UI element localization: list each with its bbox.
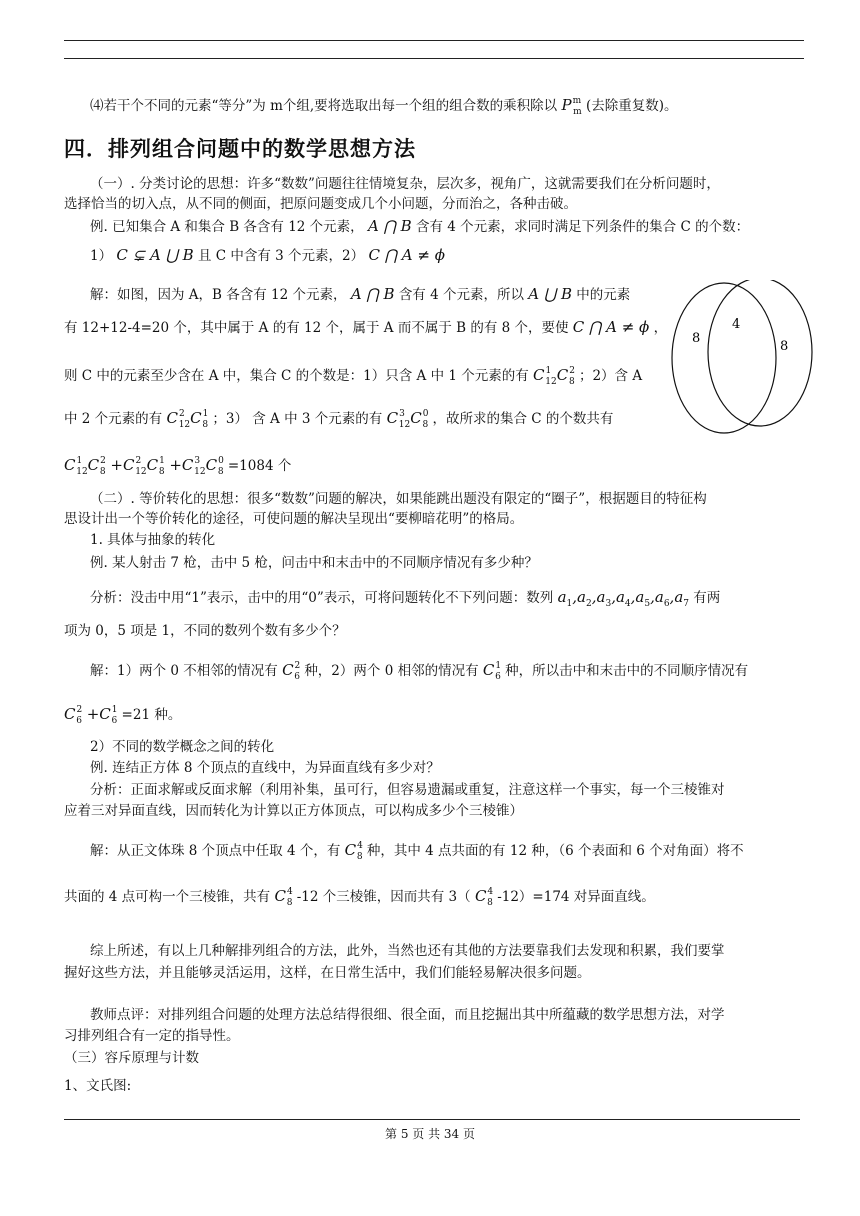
sol3-line2-text-a: 共面的 4 点可构一个三棱锥，共有 — [64, 889, 271, 905]
s1-line2: 选择恰当的切入点，从不同的侧面，把原问题变成几个小问题，分而治之，各种击破。 — [64, 196, 577, 212]
math-c12-1-c8-2: $C^1_{12}C^2_8$ — [533, 366, 575, 387]
sol1-line5-result: =1084 个 — [227, 458, 292, 474]
sol1-text-a: 解：如图，因为 A，B 各含有 12 个元素， — [90, 287, 347, 303]
example-2: 例. 某人射击 7 枪，击中 5 枪，问击中和末击中的不同顺序情况有多少种？ — [90, 555, 538, 571]
sol1-line3-text-end: ；2）含 A — [578, 368, 643, 384]
sol1-text-b: 含有 4 个元素，所以 — [398, 287, 524, 303]
math-c8-4: $C^4_8$ — [344, 841, 363, 862]
sol2-text-c: 种，所以击中和末击中的不同顺序情况有 — [505, 663, 749, 679]
solution-3 — [90, 837, 806, 866]
math-c8-4-b: $C^4_8$ — [274, 887, 293, 908]
sol1-line4-text-a: 中 2 个元素的有 — [64, 411, 163, 427]
item-4-text-end: (去除重复数)。 — [585, 98, 678, 114]
sol3-text-a: 解：从正文体珠 8 个顶点中任取 4 个，有 — [90, 843, 341, 859]
section-3-item1: 1、文氏图: — [64, 1078, 132, 1094]
analysis-3-line2: 应着三对异面直线，因而转化为计算以正方体顶点，可以构成多少个三棱锥） — [64, 803, 523, 819]
sol2-text-a: 解：1）两个 0 不相邻的情况有 — [90, 663, 278, 679]
solution-1-line2 — [64, 318, 668, 337]
comment-line2: 习排列组合有一定的指导性。 — [64, 1028, 240, 1044]
summary-line2: 握好这些方法，并且能够灵活运用，这样，在日常生活中，我们们能轻易解决很多问题。 — [64, 965, 591, 981]
sol1-line4-text-b: ；3） 含 A 中 3 个元素的有 — [212, 411, 383, 427]
venn-diagram — [668, 280, 818, 440]
analysis-3-line1: 分析：正面求解或反面求解（利用补集，虽可行，但容易遗漏或重复，注意这样一个事实，每一个三棱锥对 — [90, 782, 725, 798]
summary-line1: 综上所述，有以上几种解排列组合的方法，此外，当然也还有其他的方法要靠我们去发现和积累，我们要掌 — [90, 943, 725, 959]
analysis-2-text: 分析：没击中用“1”表示，击中的用“0”表示，可将问题转化不下列问题：数列 — [90, 590, 554, 606]
math-p-m-m: $P^m_m$ — [561, 96, 582, 117]
header-rule-top — [64, 40, 804, 41]
s2-line2: 思设计出一个等价转化的途径，可使问题的解决呈现出“要柳暗花明”的格局。 — [64, 511, 524, 527]
cond-text: 且 C 中含有 3 个元素，2） — [197, 248, 365, 264]
sol2-text-b: 种，2）两个 0 相邻的情况有 — [304, 663, 479, 679]
example-1 — [90, 217, 806, 236]
sol3-line2-text-c: -12）=174 对异面直线。 — [497, 889, 655, 905]
sol1-line2-text: 有 12+12-4=20 个，其中属于 A 的有 12 个，属于 A 而不属于 B 的有 8 个，要使 — [64, 320, 569, 336]
venn-circle-a — [672, 283, 776, 433]
venn-label-right: 8 — [780, 339, 789, 354]
venn-circle-b — [708, 280, 812, 426]
s2-sub1: 1. 具体与抽象的转化 — [90, 532, 216, 548]
section-3-title: （三）容斥原理与计数 — [64, 1050, 199, 1066]
math-c6-1: $C^1_6$ — [482, 661, 502, 682]
math-sum-expression: $C^1_{12}C^2_8 +C^2_{12}C^1_8 +C^3_{12}C^0_8$ — [64, 456, 224, 477]
math-c12-2-c8-1: $C^2_{12}C^1_8$ — [166, 409, 209, 430]
solution-2-line2 — [64, 701, 806, 730]
s1-line1: （一）. 分类讨论的思想：许多“数数”问题往往情境复杂，层次多，视角广，这就需要我们在分析问题时， — [90, 176, 720, 192]
math-c8-4-c: $C^4_8$ — [474, 887, 494, 908]
solution-1-line5 — [64, 452, 806, 481]
venn-label-left: 8 — [692, 331, 701, 346]
cond-1-label: 1） — [90, 248, 113, 264]
sol3-line2-text-b: -12 个三棱锥，因而共有 3（ — [296, 889, 471, 905]
math-c6-2-plus-c6-1: $C^2_6 +C^1_6$ — [64, 705, 118, 726]
example-3: 例. 连结正方体 8 个顶点的直线中，为异面直线有多少对？ — [90, 760, 440, 776]
example-1-conditions — [90, 246, 806, 265]
comment-line1: 教师点评：对排列组合问题的处理方法总结得很细、很全面，而且挖掘出其中所蕴藏的数学思想方法，对学 — [90, 1007, 725, 1023]
math-a-cap-b: A ⋂ B — [367, 217, 412, 235]
math-a-cap-b-2: A ⋂ B — [350, 285, 395, 303]
sol3-text-b: 种，其中 4 点共面的有 12 种，（6 个表面和 6 个对角面）将不 — [366, 843, 744, 859]
math-c12-3-c8-0: $C^3_{12}C^0_8$ — [386, 409, 429, 430]
solution-3-line2 — [64, 883, 806, 912]
math-sequence-a1-a7: $a_1,a_2,a_3,a_4,a_5,a_6,a_7$ — [557, 588, 689, 609]
sol1-text-c: 中的元素 — [576, 287, 631, 303]
math-c-subset-a-cup-b: C ⊊ A ⋃ B — [116, 246, 194, 264]
solution-2 — [90, 657, 806, 686]
math-c-cap-a-neq-empty-2: C ⋂ A ≠ ϕ — [572, 318, 650, 336]
math-c-cap-a-neq-empty: C ⋂ A ≠ ϕ — [368, 246, 445, 264]
section-heading: 四．排列组合问题中的数学思想方法 — [64, 137, 416, 161]
sol1-line4-text-c: ，故所求的集合 C 的个数共有 — [432, 411, 614, 427]
header-rule-bottom — [64, 58, 804, 59]
math-a-cup-b: A ⋃ B — [528, 285, 572, 303]
solution-1-line1 — [90, 285, 660, 304]
analysis-2 — [90, 588, 806, 613]
venn-label-middle: 4 — [732, 317, 741, 332]
example-1-text: 例. 已知集合 A 和集合 B 各含有 12 个元素， — [90, 219, 364, 235]
analysis-2-text-end: 有两 — [693, 590, 721, 606]
sol1-line3-text: 则 C 中的元素至少含在 A 中，集合 C 的个数是：1）只含 A 中 1 个元素的有 — [64, 368, 529, 384]
solution-1-line3 — [64, 362, 664, 391]
s2-line1: （二）. 等价转化的思想：很多“数数”问题的解决，如果能跳出题没有限定的“圈子”，根据题目的特征构 — [90, 491, 707, 507]
example-1-text-end: 含有 4 个元素，求同时满足下列条件的集合 C 的个数： — [415, 219, 750, 235]
item-4-text: ⑷若干个不同的元素“等分”为 m个组,要将选取出每一个组的组合数的乘积除以 — [90, 98, 558, 114]
analysis-2-line2: 项为 0，5 项是 1，不同的数列个数有多少个？ — [64, 623, 346, 639]
sol1-line2-comma: ， — [653, 320, 668, 336]
page-footer: 第 5 页 共 34 页 — [385, 1127, 475, 1141]
footer-rule — [64, 1119, 800, 1120]
s2-sub2: 2）不同的数学概念之间的转化 — [90, 739, 275, 755]
math-c6-2: $C^2_6$ — [282, 661, 301, 682]
item-4-paragraph — [90, 92, 806, 121]
sol2-result: =21 种。 — [121, 707, 182, 723]
